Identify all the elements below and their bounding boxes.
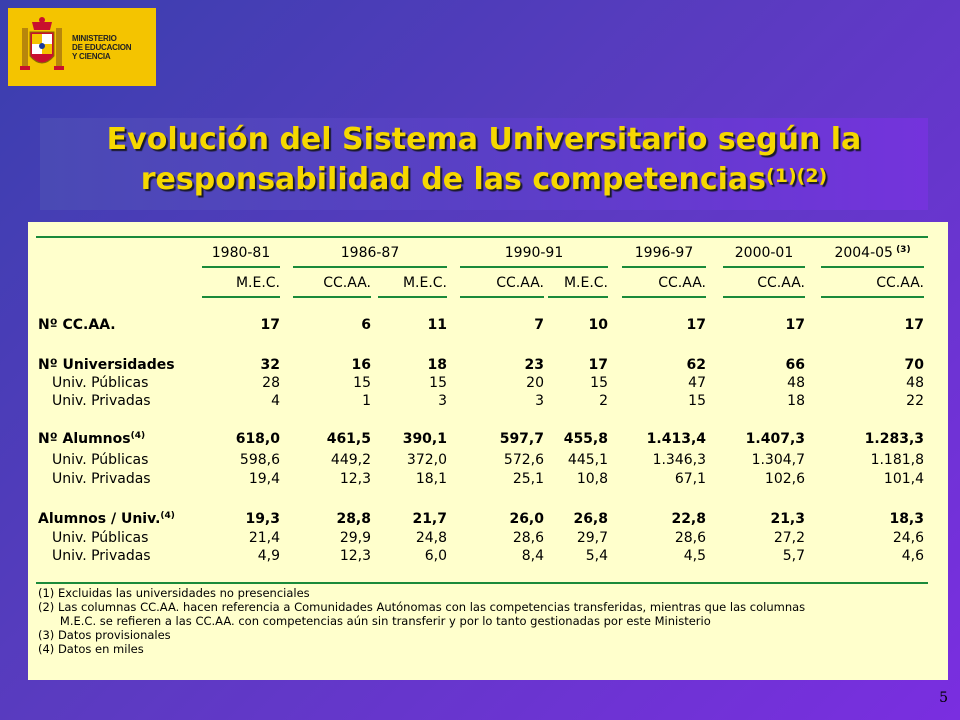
table-cell: 47: [688, 375, 706, 391]
column-header: M.E.C.: [402, 275, 447, 291]
table-cell: 28,8: [336, 511, 371, 527]
column-underline: [378, 296, 447, 298]
footnote: (4) Datos en miles: [38, 642, 144, 656]
column-underline: [293, 296, 371, 298]
coat-of-arms-icon: [18, 16, 66, 78]
row-label-text: Univ. Privadas: [52, 548, 151, 564]
table-cell: 62: [686, 357, 706, 373]
table-cell: 21,4: [248, 530, 280, 546]
table-cell: 19,3: [245, 511, 280, 527]
table-cell: 449,2: [330, 452, 371, 468]
table-cell: 17: [686, 317, 706, 333]
table-cell: 461,5: [326, 431, 371, 447]
table-cell: 445,1: [567, 452, 608, 468]
table-cell: 7: [534, 317, 544, 333]
table-cell: 372,0: [406, 452, 447, 468]
table-cell: 12,3: [339, 548, 371, 564]
row-label-text: Univ. Públicas: [52, 452, 149, 468]
year-underline: [723, 266, 805, 268]
column-header: M.E.C.: [235, 275, 280, 291]
table-cell: 28,6: [512, 530, 544, 546]
year-header: [293, 244, 447, 262]
table-cell: 21,7: [412, 511, 447, 527]
table-cell: 572,6: [503, 452, 544, 468]
table-cell: 15: [353, 375, 371, 391]
table-cell: 23: [524, 357, 544, 373]
table-cell: 19,4: [248, 471, 280, 487]
page-number: 5: [939, 690, 948, 706]
table-cell: 21,3: [770, 511, 805, 527]
row-label-text: Univ. Privadas: [52, 471, 151, 487]
table-cell: 5,7: [782, 548, 805, 564]
table-cell: 24,8: [415, 530, 447, 546]
year-header: [821, 244, 924, 262]
table-cell: 102,6: [764, 471, 805, 487]
table-cell: 101,4: [883, 471, 924, 487]
table-cell: 4,5: [683, 548, 706, 564]
table-cell: 48: [906, 375, 924, 391]
table-cell: 597,7: [499, 431, 544, 447]
table-cell: 1.181,8: [870, 452, 924, 468]
table-cell: 67,1: [674, 471, 706, 487]
table-cell: 27,2: [773, 530, 805, 546]
table-cell: 4,9: [257, 548, 280, 564]
table-cell: 24,6: [892, 530, 924, 546]
year-header: [460, 244, 608, 262]
table-cell: 455,8: [563, 431, 608, 447]
column-underline: [821, 296, 924, 298]
table-cell: 3: [438, 393, 447, 409]
row-label: [38, 430, 145, 448]
table-cell: 29,7: [576, 530, 608, 546]
table-cell: 8,4: [521, 548, 544, 564]
row-label: [38, 316, 116, 334]
year-underline: [460, 266, 608, 268]
table-cell: 4: [271, 393, 280, 409]
slide-title: [40, 120, 928, 200]
table-cell: 18: [787, 393, 805, 409]
table-cell: 28: [262, 375, 280, 391]
logo-line: MINISTERIO: [72, 33, 117, 43]
column-header: CC.AA.: [496, 275, 544, 291]
column-header: CC.AA.: [323, 275, 371, 291]
row-label: [52, 374, 148, 392]
table-cell: 618,0: [235, 431, 280, 447]
table-cell: 48: [787, 375, 805, 391]
table-cell: 2: [599, 393, 608, 409]
table-cell: 20: [526, 375, 544, 391]
column-underline: [460, 296, 544, 298]
table-cell: 18: [427, 357, 447, 373]
table-cell: 32: [260, 357, 280, 373]
row-label: [52, 451, 148, 469]
table-cell: 6,0: [424, 548, 447, 564]
table-cell: 26,8: [573, 511, 608, 527]
row-label-text: Univ. Privadas: [52, 393, 151, 409]
year-underline: [622, 266, 706, 268]
table-cell: 1.413,4: [646, 431, 706, 447]
table-cell: 17: [588, 357, 608, 373]
row-label-text: Nº Alumnos: [38, 431, 131, 447]
logo-line: DE EDUCACION: [72, 42, 132, 52]
table-cell: 22: [906, 393, 924, 409]
title-line-2: [40, 160, 928, 200]
year-label: 1996-97: [634, 245, 694, 261]
column-underline: [202, 296, 280, 298]
table-bottom-rule: [36, 582, 928, 584]
row-label-superscript: (4): [160, 511, 175, 521]
table-cell: 25,1: [512, 471, 544, 487]
footnote: M.E.C. se refieren a las CC.AA. con competencias aún sin transferir y por lo tanto gestionadas por este Ministerio: [38, 614, 711, 628]
table-cell: 17: [785, 317, 805, 333]
table-cell: 18,1: [415, 471, 447, 487]
title-superscript: (1)(2): [766, 165, 828, 187]
row-label-text: Nº Universidades: [38, 357, 175, 373]
table-cell: 26,0: [509, 511, 544, 527]
table-cell: 10: [588, 317, 608, 333]
table-cell: 4,6: [901, 548, 924, 564]
row-label: [52, 547, 151, 565]
row-label: [38, 510, 175, 528]
year-label: 1990-91: [504, 245, 564, 261]
column-underline: [548, 296, 608, 298]
column-header: CC.AA.: [876, 275, 924, 291]
row-label-text: Alumnos / Univ.: [38, 511, 161, 527]
table-cell: 18,3: [889, 511, 924, 527]
year-underline: [293, 266, 447, 268]
row-label: [52, 392, 151, 410]
footnote: (1) Excluidas las universidades no presenciales: [38, 586, 310, 600]
table-cell: 598,6: [239, 452, 280, 468]
table-cell: 1.304,7: [751, 452, 805, 468]
table-cell: 15: [688, 393, 706, 409]
table-cell: 15: [429, 375, 447, 391]
column-header: M.E.C.: [563, 275, 608, 291]
table-cell: 10,8: [576, 471, 608, 487]
row-label-text: Univ. Públicas: [52, 375, 149, 391]
table-cell: 6: [361, 317, 371, 333]
ministry-logo: [8, 8, 156, 86]
year-label: 2004-05: [834, 245, 893, 261]
title-line-1: Evolución del Sistema Universitario según la: [106, 122, 862, 157]
row-label-text: Nº CC.AA.: [38, 317, 116, 333]
year-header: [622, 244, 706, 262]
row-label: [52, 470, 151, 488]
table-top-rule: [36, 236, 928, 238]
row-label-text: Univ. Públicas: [52, 530, 149, 546]
footnote: (2) Las columnas CC.AA. hacen referencia a Comunidades Autónomas con las competencias transferidas, mientras que las columnas: [38, 600, 806, 614]
table-cell: 15: [590, 375, 608, 391]
table-cell: 70: [904, 357, 924, 373]
table-cell: 16: [351, 357, 371, 373]
row-label: [38, 356, 175, 374]
column-header: CC.AA.: [658, 275, 706, 291]
table-cell: 1: [362, 393, 371, 409]
year-label: 2000-01: [734, 245, 794, 261]
column-underline: [723, 296, 805, 298]
table-cell: 28,6: [674, 530, 706, 546]
table-cell: 1.407,3: [745, 431, 805, 447]
ministry-name: [72, 34, 131, 61]
year-label: 1986-87: [340, 245, 400, 261]
title-line-2-text: responsabilidad de las competencias: [140, 162, 767, 197]
table-cell: 5,4: [585, 548, 608, 564]
data-table-panel: [28, 222, 948, 680]
table-cell: 1.346,3: [652, 452, 706, 468]
column-header: CC.AA.: [757, 275, 805, 291]
year-label: 1980-81: [211, 245, 271, 261]
table-cell: 11: [427, 317, 447, 333]
table-cell: 12,3: [339, 471, 371, 487]
table-cell: 1.283,3: [864, 431, 924, 447]
table-cell: 17: [904, 317, 924, 333]
row-label: [52, 529, 148, 547]
table-cell: 17: [260, 317, 280, 333]
year-superscript: (3): [892, 245, 911, 255]
table-cell: 29,9: [339, 530, 371, 546]
table-cell: 22,8: [671, 511, 706, 527]
year-underline: [821, 266, 924, 268]
table-cell: 66: [785, 357, 805, 373]
footnote: (3) Datos provisionales: [38, 628, 171, 642]
table-cell: 3: [535, 393, 544, 409]
year-underline: [202, 266, 280, 268]
column-underline: [622, 296, 706, 298]
year-header: [202, 244, 280, 262]
table-cell: 390,1: [402, 431, 447, 447]
year-header: [723, 244, 805, 262]
logo-line: Y CIENCIA: [72, 51, 111, 61]
row-label-superscript: (4): [130, 431, 146, 441]
